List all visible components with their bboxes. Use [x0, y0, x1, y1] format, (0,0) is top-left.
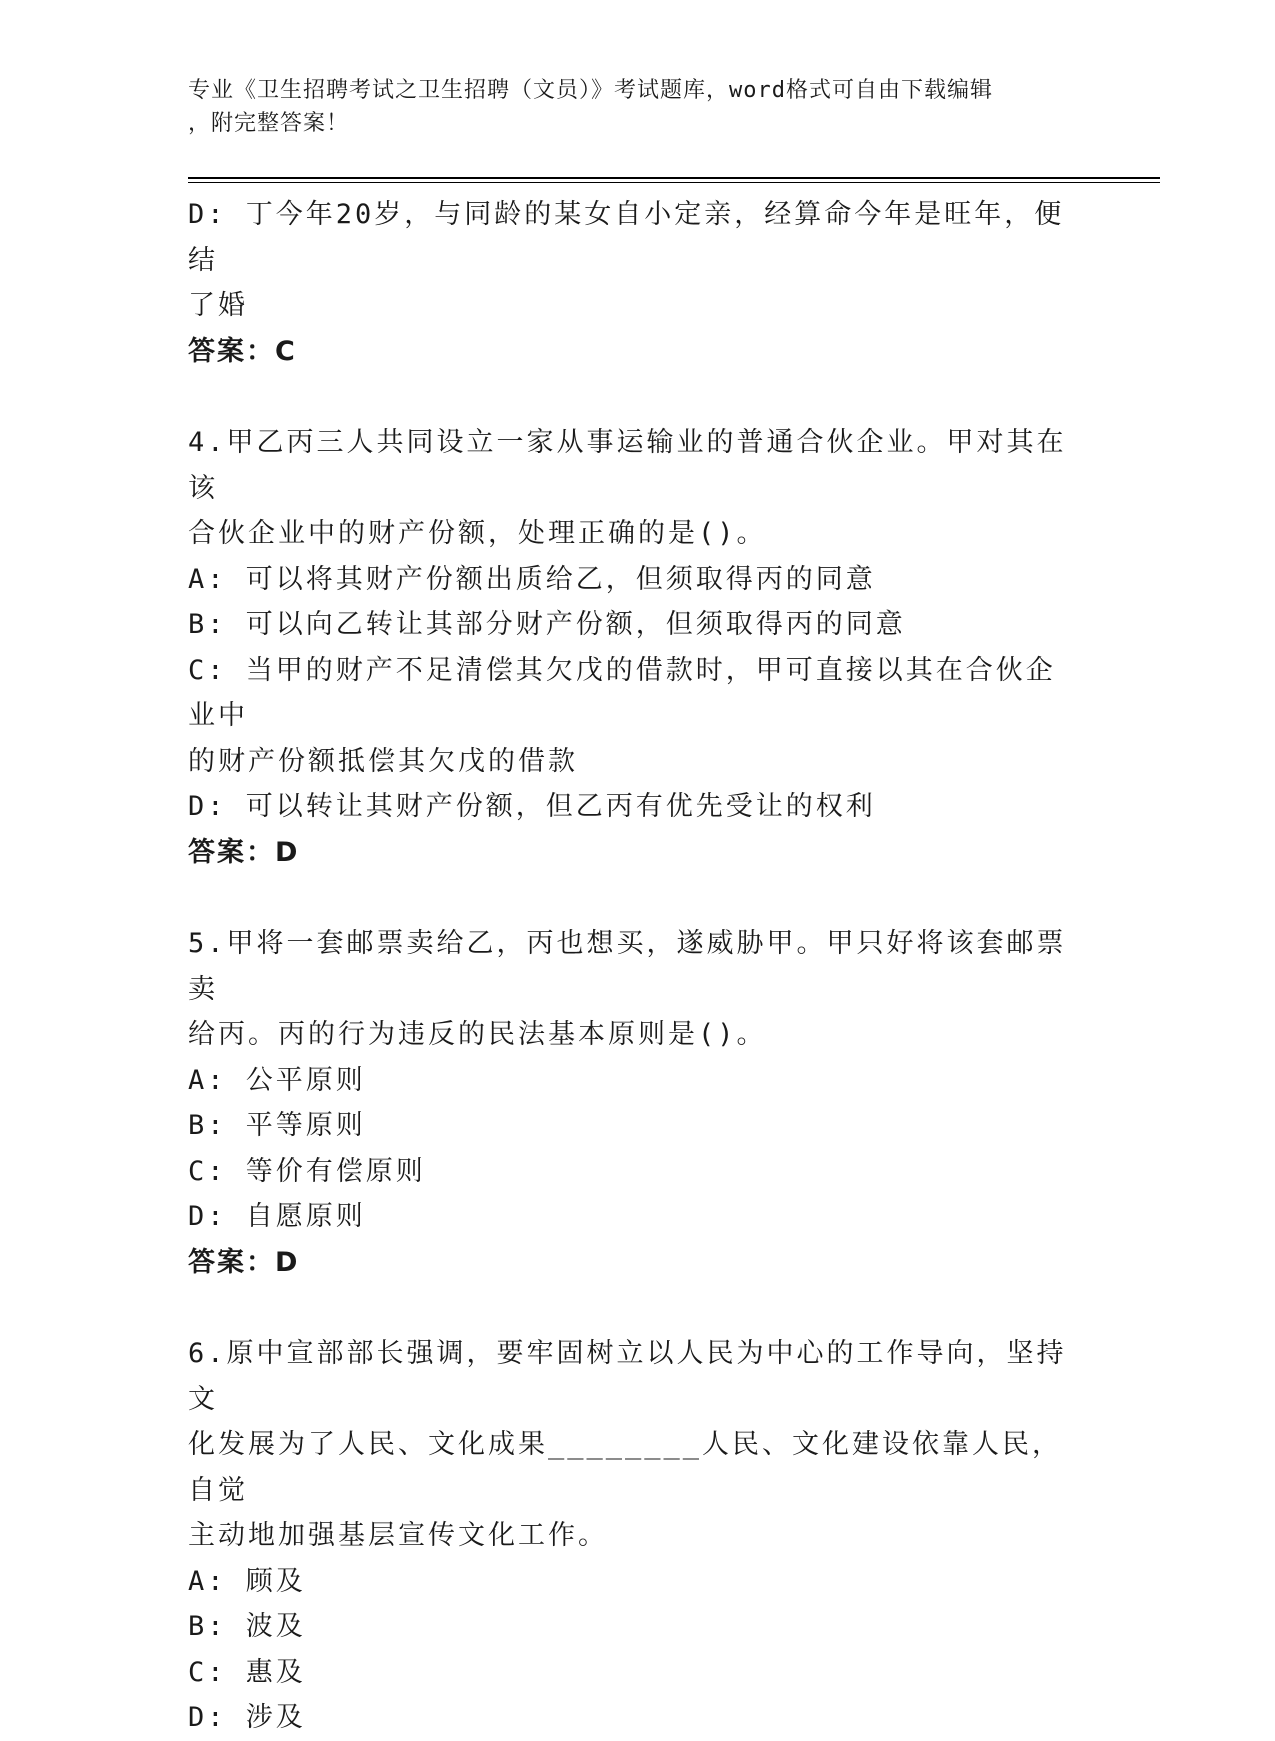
spacer — [188, 875, 1068, 921]
option-d-line-1: D: 丁今年20岁，与同龄的某女自小定亲，经算命今年是旺年，便结 — [188, 199, 1065, 276]
option-b: B: 平等原则 — [188, 1110, 366, 1141]
spacer — [188, 1285, 1068, 1331]
option-a: A: 顾及 — [188, 1565, 306, 1597]
document-body — [188, 192, 1068, 1741]
option-a: A: 公平原则 — [188, 1064, 366, 1096]
question-5 — [188, 921, 1068, 1285]
answer-line: 答案：D — [188, 1246, 300, 1278]
header-line-1: 专业《卫生招聘考试之卫生招聘（文员）》考试题库，word格式可自由下载编辑 — [188, 78, 993, 103]
question-stem-line-1: 6.原中宣部部长强调，要牢固树立以人民为中心的工作导向，坚持文 — [188, 1338, 1067, 1415]
answer-line: 答案：C — [188, 335, 297, 367]
spacer — [188, 374, 1068, 420]
option-c: C: 惠及 — [188, 1656, 306, 1688]
option-d: D: 涉及 — [188, 1702, 306, 1733]
question-stem-line-1: 4.甲乙丙三人共同设立一家从事运输业的普通合伙企业。甲对其在该 — [188, 427, 1067, 504]
question-stem-line-3: 主动地加强基层宣传文化工作。 — [188, 1520, 608, 1551]
option-b: B: 波及 — [188, 1611, 306, 1642]
option-d: D: 可以转让其财产份额，但乙丙有优先受让的权利 — [188, 791, 876, 822]
option-b: B: 可以向乙转让其部分财产份额，但须取得丙的同意 — [188, 609, 906, 640]
document-header — [188, 74, 1088, 140]
option-a: A: 可以将其财产份额出质给乙，但须取得丙的同意 — [188, 563, 876, 595]
question-6 — [188, 1331, 1068, 1741]
option-d: D: 自愿原则 — [188, 1201, 366, 1232]
question-stem-line-2: 化发展为了人民、文化成果________人民、文化建设依靠人民，自觉 — [188, 1429, 1063, 1506]
option-c-line-1: C: 当甲的财产不足清偿其欠戊的借款时，甲可直接以其在合伙企业中 — [188, 654, 1056, 731]
header-divider-top — [188, 177, 1160, 179]
question-4 — [188, 420, 1068, 875]
answer-line: 答案：D — [188, 836, 300, 868]
header-line-2: ，附完整答案！ — [188, 111, 350, 136]
header-divider-bottom — [188, 182, 1160, 183]
option-d-line-2: 了婚 — [188, 290, 248, 321]
question-stem-line-2: 给丙。丙的行为违反的民法基本原则是()。 — [188, 1019, 767, 1050]
option-c: C: 等价有偿原则 — [188, 1155, 426, 1187]
question-stem-line-2: 合伙企业中的财产份额，处理正确的是()。 — [188, 518, 767, 549]
option-c-line-2: 的财产份额抵偿其欠戊的借款 — [188, 745, 578, 777]
question-3-tail — [188, 192, 1068, 374]
question-stem-line-1: 5.甲将一套邮票卖给乙，丙也想买，遂威胁甲。甲只好将该套邮票卖 — [188, 928, 1067, 1005]
